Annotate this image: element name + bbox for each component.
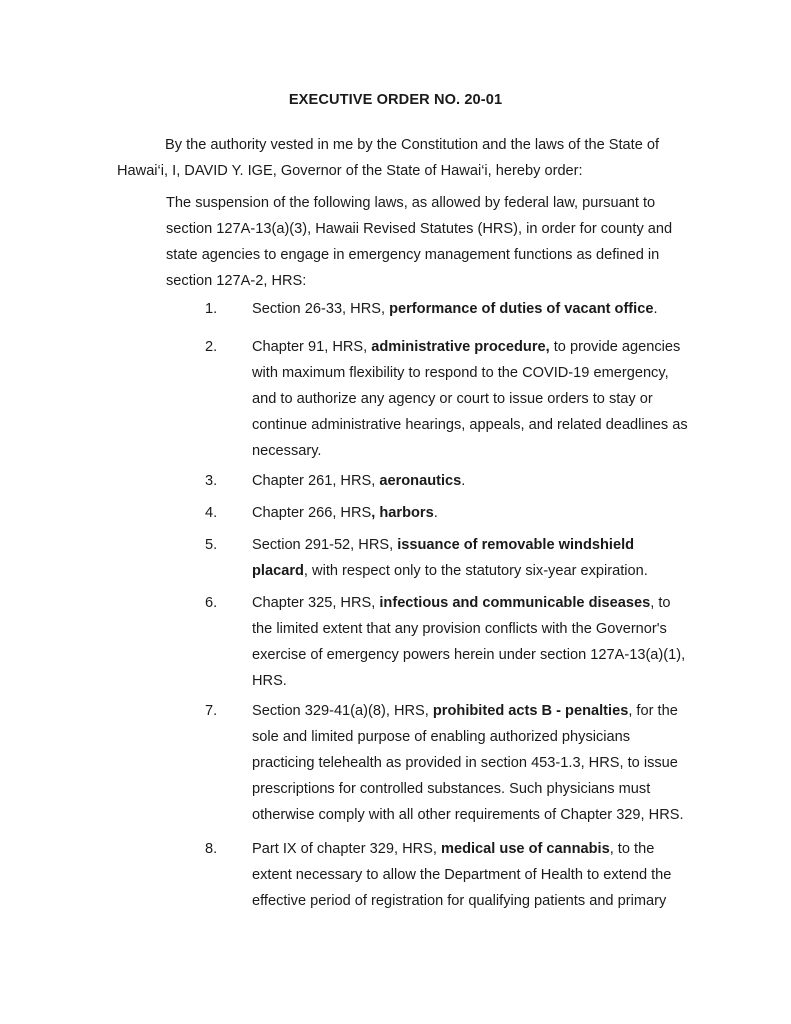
item-text: Chapter 266, HRS, harbors.	[252, 505, 438, 521]
item-text: Chapter 261, HRS, aeronautics.	[252, 473, 466, 489]
item-number: 4.	[205, 505, 218, 521]
item-number: 8.	[205, 841, 218, 857]
item-number: 6.	[205, 595, 218, 611]
item-number: 3.	[205, 473, 218, 489]
document-title: EXECUTIVE ORDER NO. 20-01	[288, 92, 503, 108]
item-text: Part IX of chapter 329, HRS, medical use of cannabis, to the extent necessary to allow the Department of Health to extend the effective period of registration for qualifying patients and primary	[252, 841, 672, 909]
item-text: Chapter 325, HRS, infectious and communicable diseases, to the limited extent that any provision conflicts with the Governor's exercise of emergency powers herein under section 127A-13(a)(1), HRS.	[252, 595, 686, 689]
lead-paragraph: The suspension of the following laws, as allowed by federal law, pursuant to section 127A-13(a)(3), Hawaii Revised Statutes (HRS), in order for county and state agencies to engage in emergency management functions as defined in section 127A-2, HRS:	[166, 195, 673, 289]
item-text: Section 26-33, HRS, performance of duties of vacant office.	[252, 301, 658, 317]
intro-paragraph: By the authority vested in me by the Constitution and the laws of the State of Hawai‘i, I, DAVID Y. IGE, Governor of the State of Hawai‘i, hereby order:	[117, 137, 660, 179]
item-text: Section 291-52, HRS, issuance of removable windshield placard, with respect only to the statutory six-year expiration.	[252, 537, 648, 579]
item-text: Chapter 91, HRS, administrative procedure, to provide agencies with maximum flexibility to respond to the COVID-19 emergency, and to authorize any agency or court to issue orders to stay or continue administrative hearings, appeals, and related deadlines as necessary.	[252, 339, 688, 459]
item-number: 7.	[205, 703, 218, 719]
item-text: Section 329-41(a)(8), HRS, prohibited acts B - penalties, for the sole and limited purpose of enabling authorized physicians practicing telehealth as provided in section 453-1.3, HRS, to issue prescriptions for controlled substances. Such physicians must otherwise comply with all other requirements of Chapter 329, HRS.	[252, 703, 684, 823]
item-number: 1.	[205, 301, 218, 317]
item-number: 5.	[205, 537, 218, 553]
item-number: 2.	[205, 339, 218, 355]
